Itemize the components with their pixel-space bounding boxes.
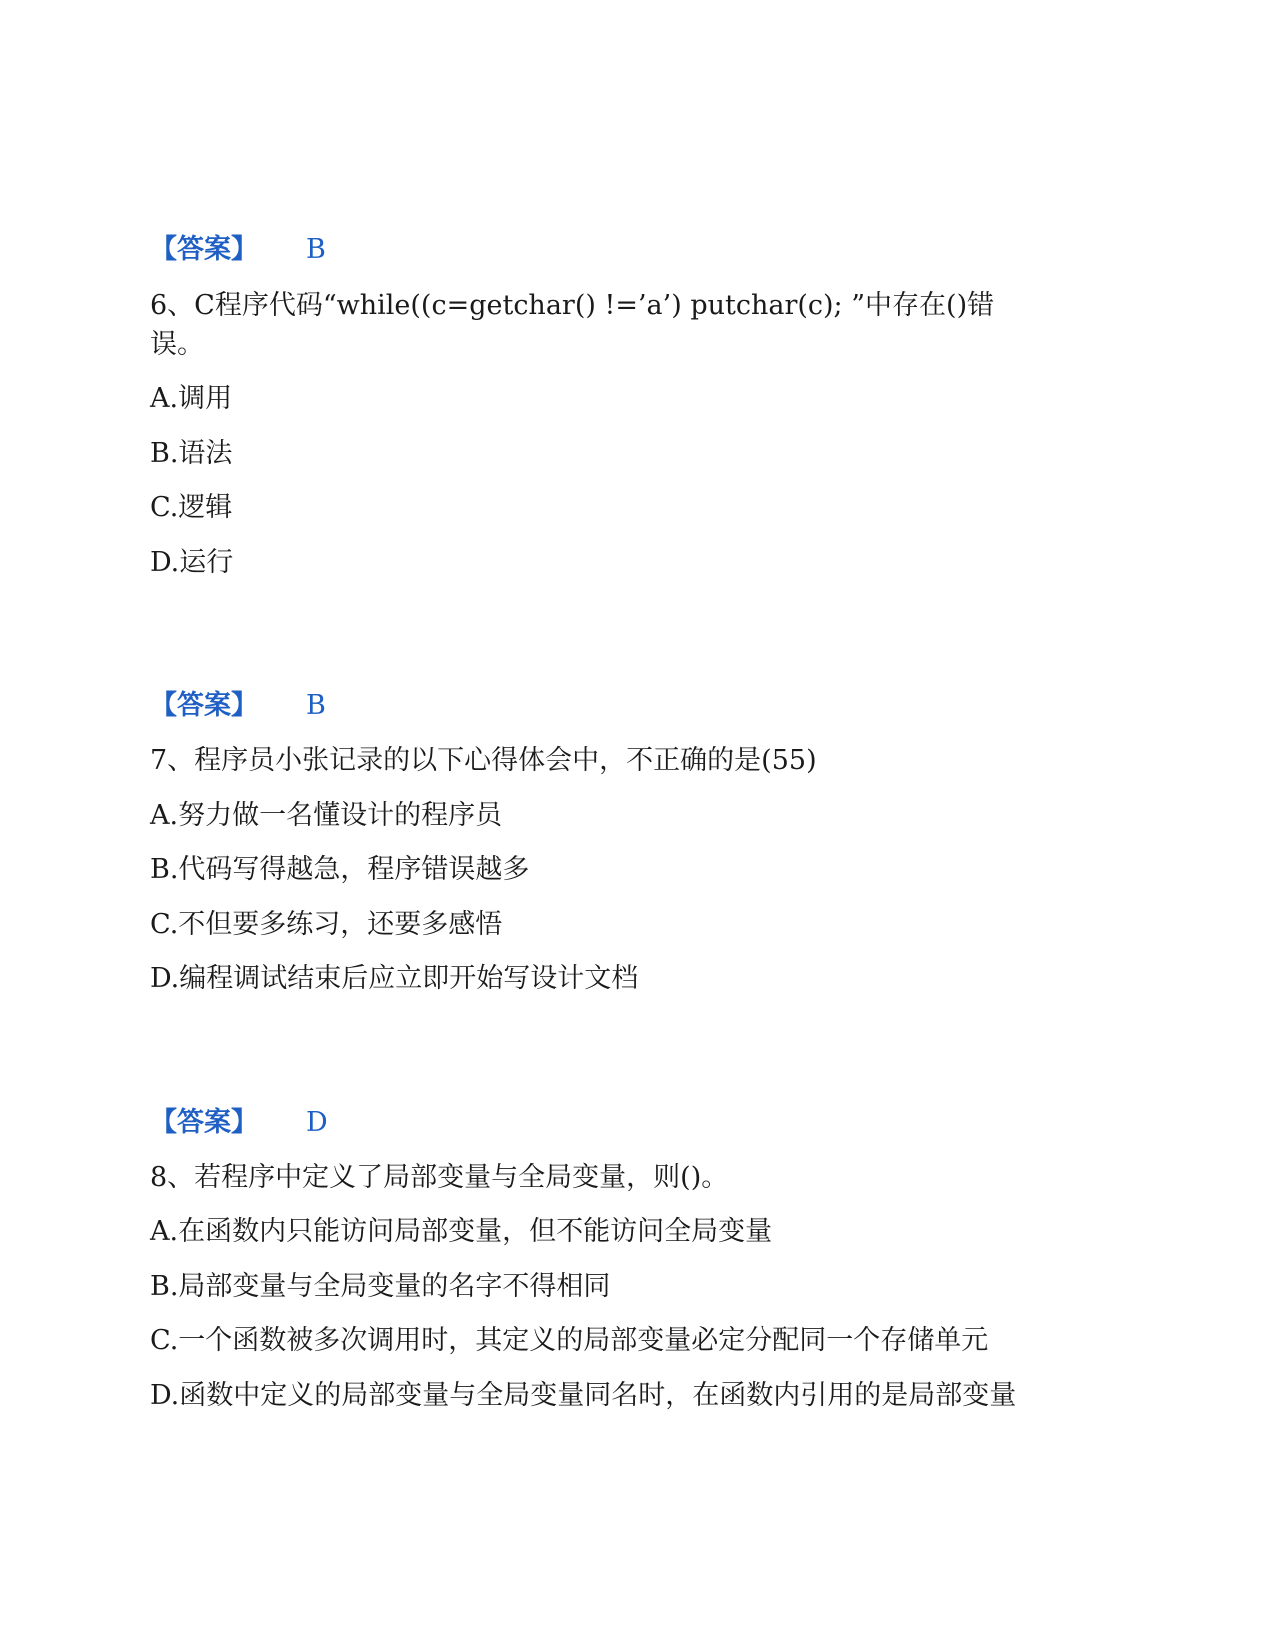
question-8-option-b: B.局部变量与全局变量的名字不得相同: [150, 1271, 611, 1302]
question-6-text-cont: 误。: [150, 329, 204, 360]
answer-q6: [150, 689, 326, 723]
question-6-option-c: C.逻辑: [150, 492, 233, 523]
question-8-option-d: D.函数中定义的局部变量与全局变量同名时，在函数内引用的是局部变量: [150, 1380, 1017, 1411]
answer-label: 【答案】: [150, 234, 258, 265]
question-7-option-c: C.不但要多练习，还要多感悟: [150, 909, 503, 940]
question-7-option-d: D.编程调试结束后应立即开始写设计文档: [150, 963, 639, 994]
question-6-text: 6、C程序代码“while((c=getchar() !=’a’) putchar(c); ”中存在()错: [150, 290, 995, 321]
answer-value: B: [306, 690, 326, 721]
question-7-option-a: A.努力做一名懂设计的程序员: [150, 800, 503, 831]
question-7-text: 7、程序员小张记录的以下心得体会中，不正确的是(55): [150, 745, 817, 776]
answer-value: D: [306, 1107, 328, 1138]
answer-label: 【答案】: [150, 1107, 258, 1138]
question-6-option-d: D.运行: [150, 547, 234, 578]
question-6-option-a: A.调用: [150, 383, 233, 414]
answer-q7: [150, 1106, 328, 1140]
question-7-option-b: B.代码写得越急，程序错误越多: [150, 854, 530, 885]
question-8-text: 8、若程序中定义了局部变量与全局变量，则()。: [150, 1162, 729, 1193]
answer-value: B: [306, 234, 326, 265]
answer-q5: [150, 233, 326, 267]
question-8-option-a: A.在函数内只能访问局部变量，但不能访问全局变量: [150, 1216, 773, 1247]
question-8-option-c: C.一个函数被多次调用时，其定义的局部变量必定分配同一个存储单元: [150, 1325, 989, 1356]
question-6-option-b: B.语法: [150, 438, 233, 469]
answer-label: 【答案】: [150, 690, 258, 721]
